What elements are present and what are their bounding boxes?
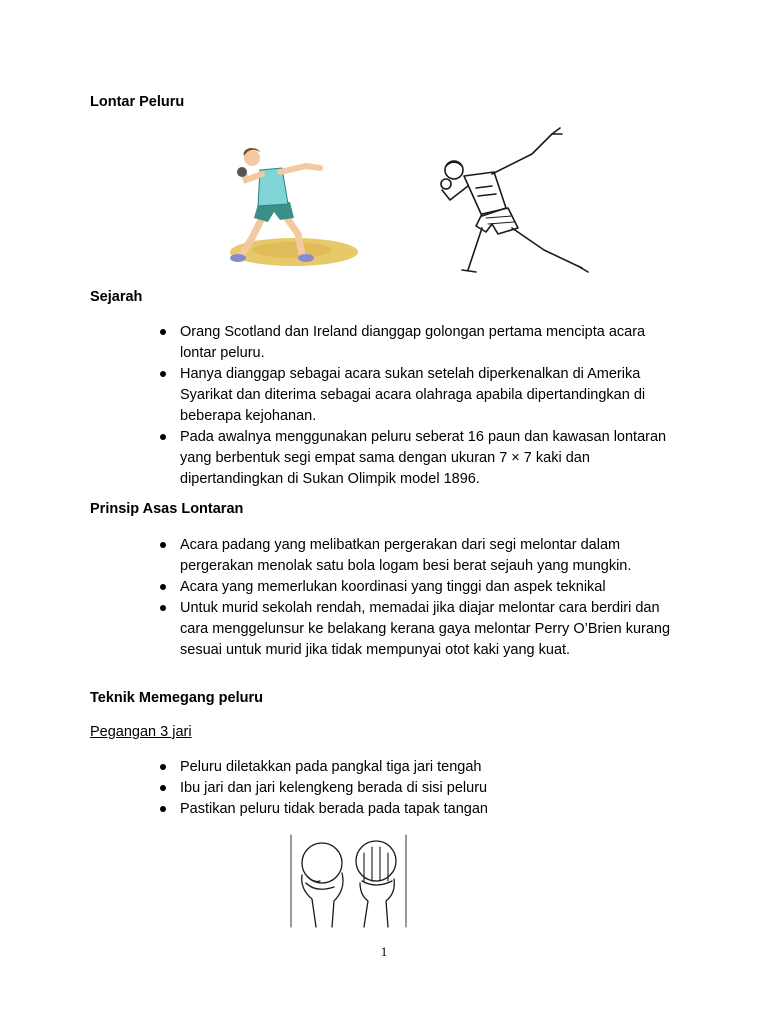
- bullet-icon: [160, 605, 166, 611]
- bullet-icon: [160, 584, 166, 590]
- list-item: Orang Scotland dan Ireland dianggap golongan pertama mencipta acara lontar peluru.: [180, 322, 672, 364]
- prinsip-list: [180, 535, 672, 661]
- bullet-icon: [160, 806, 166, 812]
- subheading-pegangan: Pegangan 3 jari: [90, 724, 192, 740]
- list-item: Hanya dianggap sebagai acara sukan setelah diperkenalkan di Amerika Syarikat dan diterima sebagai acara olahraga apabila dipertandingkan di beberapa kejohanan.: [180, 364, 672, 427]
- list-item: Acara padang yang melibatkan pergerakan dari segi melontar dalam pergerakan menolak satu bola logam besi berat sejauh yang mungkin.: [180, 535, 672, 577]
- hand-grip-illustration: [290, 833, 408, 929]
- list-item: Pastikan peluru tidak berada pada tapak tangan: [180, 799, 672, 820]
- shot-put-man-illustration: [432, 124, 592, 276]
- page-number: 1: [380, 944, 388, 959]
- page-title: Lontar Peluru: [90, 94, 185, 110]
- bullet-icon: [160, 785, 166, 791]
- teknik-list: [180, 757, 672, 820]
- section-heading-prinsip: Prinsip Asas Lontaran: [90, 501, 244, 517]
- list-item: Peluru diletakkan pada pangkal tiga jari tengah: [180, 757, 672, 778]
- list-item: Untuk murid sekolah rendah, memadai jika diajar melontar cara berdiri dan cara menggelunsur ke belakang kerana gaya melontar Perry O’Brien kurang sesuai untuk murid jika tidak mempunyai otot kaki yang kuat.: [180, 598, 672, 661]
- bullet-icon: [160, 542, 166, 548]
- shot-put-woman-illustration: [222, 146, 358, 272]
- bullet-icon: [160, 329, 166, 335]
- section-heading-sejarah: Sejarah: [90, 289, 143, 305]
- bullet-icon: [160, 371, 166, 377]
- list-item: Acara yang memerlukan koordinasi yang tinggi dan aspek teknikal: [180, 577, 672, 598]
- bullet-icon: [160, 434, 166, 440]
- bullet-icon: [160, 764, 166, 770]
- list-item: Ibu jari dan jari kelengkeng berada di sisi peluru: [180, 778, 672, 799]
- list-item: Pada awalnya menggunakan peluru seberat 16 paun dan kawasan lontaran yang berbentuk segi empat sama dengan ukuran 7 × 7 kaki dan dipertandingkan di Sukan Olimpik model 1896.: [180, 427, 672, 490]
- sejarah-list: [180, 322, 672, 490]
- section-heading-teknik: Teknik Memegang peluru: [90, 690, 263, 706]
